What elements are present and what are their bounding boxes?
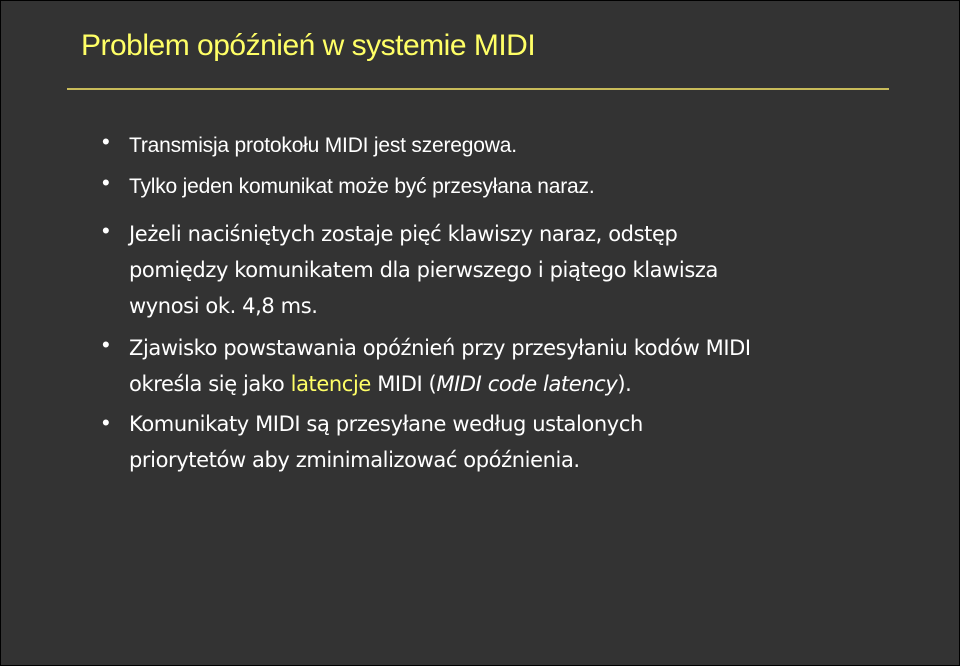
bullet-text-line <box>129 366 889 403</box>
bullet-text-line: priorytetów aby zminimalizować opóźnienia. <box>129 448 580 472</box>
bullet-dot: • <box>102 170 110 195</box>
bullet-text: Transmisja protokołu MIDI jest szeregowa. <box>129 134 517 157</box>
text-run: MIDI ( <box>370 372 437 396</box>
title-underline <box>67 88 889 90</box>
bullet-dot: • <box>102 218 110 243</box>
bullet-text-line: pomiędzy komunikatem dla pierwszego i piątego klawisza <box>129 258 718 282</box>
bullet-text-line: Zjawisko powstawania opóźnień przy przesyłaniu kodów MIDI <box>129 336 751 360</box>
english-term: MIDI code latency <box>436 372 618 396</box>
text-run: ). <box>617 372 632 396</box>
bullet-text-line: wynosi ok. 4,8 ms. <box>129 294 318 318</box>
bullet-text-line: Komunikaty MIDI są przesyłane według ustalonych <box>129 412 643 436</box>
bullet-text: Tylko jeden komunikat może być przesyłana naraz. <box>129 175 595 198</box>
slide <box>1 1 959 665</box>
bullet-text-line: Jeżeli naciśniętych zostaje pięć klawiszy naraz, odstęp <box>129 222 678 246</box>
latency-highlight: latencje <box>290 372 371 396</box>
bullet-dot: • <box>102 129 110 154</box>
slide-title: Problem opóźnień w systemie MIDI <box>81 29 536 62</box>
bullet-dot: • <box>102 332 110 357</box>
bullet-dot: • <box>102 410 110 435</box>
text-run: określa się jako <box>129 372 291 396</box>
